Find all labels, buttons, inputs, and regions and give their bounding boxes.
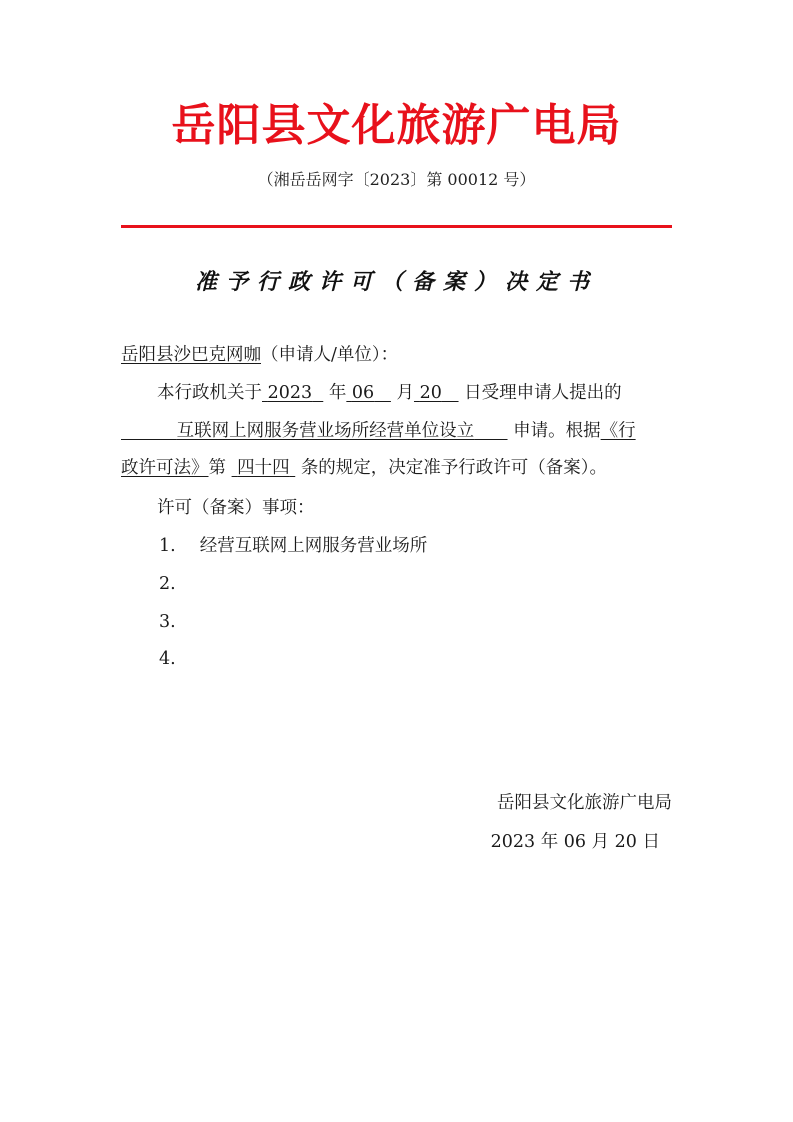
- day-unit: 日受理申请人提出的: [464, 383, 622, 403]
- year-unit: 年: [328, 383, 347, 403]
- items-title: 许可（备案）事项：: [157, 498, 315, 518]
- p1-prefix: 本行政机关于: [157, 383, 262, 403]
- org-name-title: 岳阳县文化旅游广电局: [171, 100, 622, 151]
- document-heading: 准予行政许可（备案）决定书: [194, 270, 598, 295]
- article-prefix: 第: [208, 458, 226, 478]
- list-item: [159, 646, 200, 672]
- item-number: 4.: [159, 649, 176, 669]
- article-suffix: 条的规定，决定准予行政许可（备案）。: [300, 458, 608, 478]
- accept-month: 06: [351, 383, 375, 403]
- list-item: [159, 609, 200, 635]
- addressee-suffix: （申请人/单位）：: [261, 345, 399, 365]
- paragraph-line-3: [121, 455, 607, 481]
- p2-mid: 申请。根据: [513, 421, 601, 441]
- month-unit: 月: [396, 383, 414, 403]
- application-item: 互联网上网服务营业场所经营单位设立: [176, 421, 475, 441]
- paragraph-line-1: [157, 380, 622, 406]
- list-item: [159, 533, 427, 559]
- list-item: [159, 571, 200, 597]
- article-number: 四十四: [237, 458, 290, 478]
- law-name-part2: 政许可法》: [121, 458, 209, 478]
- paragraph-line-2: [121, 418, 636, 444]
- accept-day: 20: [419, 383, 442, 403]
- item-number: 2.: [159, 574, 176, 594]
- item-number: 3.: [159, 612, 176, 632]
- issuer-name: 岳阳县文化旅游广电局: [497, 793, 672, 813]
- accept-year: 2023: [267, 383, 313, 403]
- red-divider: [121, 225, 672, 228]
- item-text: 经营互联网上网服务营业场所: [199, 536, 428, 556]
- issue-date: 2023 年 06 月 20 日: [490, 832, 660, 852]
- document-number: （湘岳岳网字〔2023〕第 00012 号）: [257, 170, 536, 189]
- item-number: 1.: [159, 536, 176, 556]
- law-name-part1: 《行: [600, 421, 636, 441]
- addressee-name: 岳阳县沙巴克网咖: [121, 345, 261, 365]
- addressee-line: [121, 342, 398, 368]
